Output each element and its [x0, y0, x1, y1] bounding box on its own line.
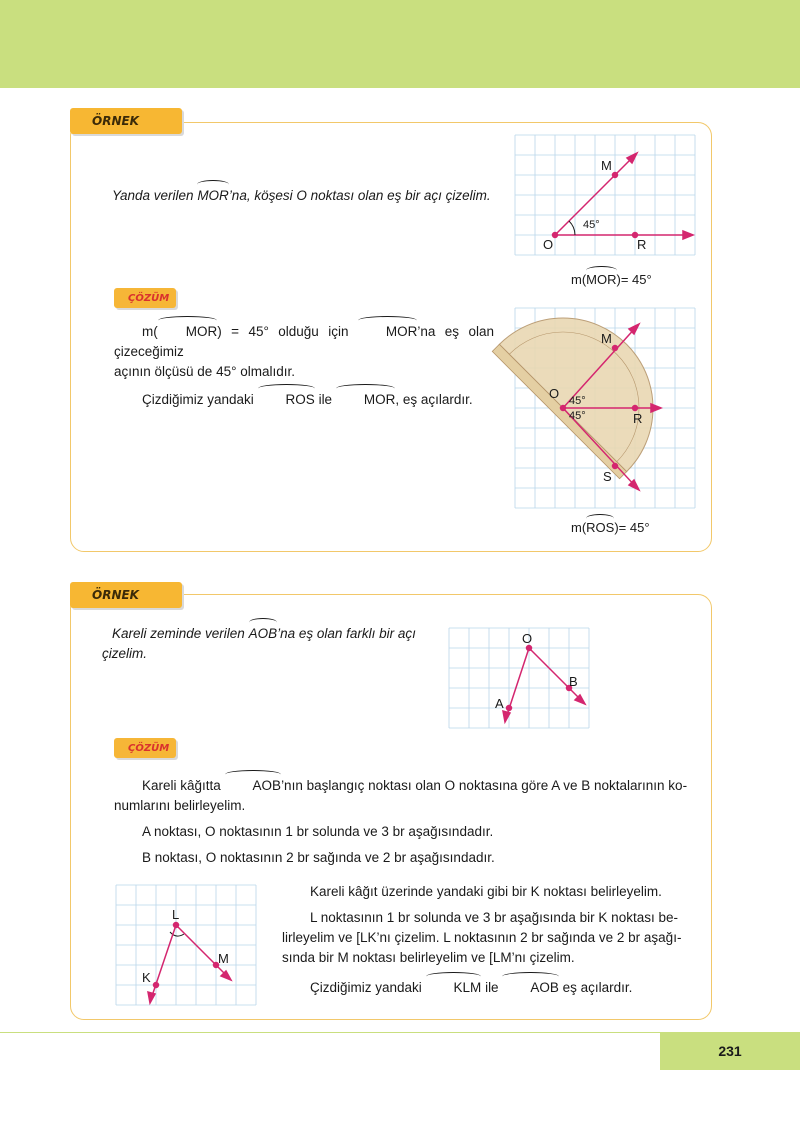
- footer-line: [0, 1032, 660, 1033]
- figure-aob: [449, 628, 589, 728]
- label-r2: R: [633, 411, 643, 426]
- example2-solution-cont: Kareli kâğıt üzerinde yandaki gibi bir K noktası belirleyelim. L noktasının 1 br solunda ve 3 br aşağısında bir K noktası be- lirleyelim ve [LK’nı çizelim. L noktasının 2 br sağında ve 2 br aşağı- sında bir M noktası belirleyelim ve [LM’nı çizelim. Çizdiğimiz yandaki KLM ile AOB eş açılardır.: [282, 882, 696, 998]
- label-s2: S: [603, 469, 612, 484]
- grid-lines: [515, 135, 695, 255]
- example2-solution: Kareli kâğıtta AOB’nın başlangıç noktası olan O noktasına göre A ve B noktalarının ko- numlarını belirleyelim. A noktası, O noktasının 1 br solunda ve 3 br aşağısındadır. B noktası, O noktasının 2 br sağında ve 2 br aşağısındadır.: [114, 778, 688, 865]
- example1-solution: m( MOR) = 45° olduğu için MOR’na eş olan çizeceğimiz açının ölçüsü de 45° olmalıdır. Çizdiğimiz yandaki ROS ile MOR, eş açılardır.: [114, 322, 494, 410]
- angle-45: 45°: [583, 219, 600, 231]
- label-a: A: [495, 696, 504, 711]
- page-number: 231: [660, 1032, 800, 1070]
- label-o2: O: [549, 386, 560, 401]
- divider-1: [190, 122, 670, 123]
- example2-prompt: Kareli zeminde verilen AOB’na eş olan farklı bir açı çizelim.: [102, 626, 416, 661]
- caption-ros: m(ROS)= 45°: [571, 520, 650, 535]
- angle-mor: MOR: [197, 186, 229, 206]
- label-m2: M: [601, 331, 612, 346]
- label-k: K: [142, 970, 151, 985]
- label-r: R: [637, 237, 647, 252]
- label-m3: M: [218, 951, 229, 966]
- label-b: B: [569, 674, 578, 689]
- protractor: [492, 281, 690, 479]
- label-m: M: [601, 158, 612, 173]
- solution-tag-1: ÇÖZÜM: [114, 288, 176, 308]
- figure-ros: [515, 308, 695, 508]
- example-tag-2: ÖRNEK: [70, 582, 182, 608]
- top-band: [0, 0, 800, 88]
- label-l: L: [172, 907, 180, 922]
- figure-mor: [515, 135, 695, 255]
- angle-45-a: 45°: [569, 395, 586, 407]
- label-o3: O: [522, 631, 533, 646]
- label-o: O: [543, 237, 554, 252]
- divider-2: [190, 594, 670, 595]
- caption-mor: m(MOR)= 45°: [571, 272, 652, 287]
- solution-tag-2: ÇÖZÜM: [114, 738, 176, 758]
- example-tag-1: ÖRNEK: [70, 108, 182, 134]
- angle-45-b: 45°: [569, 410, 586, 422]
- example1-prompt: Yanda verilen MOR’na, köşesi O noktası olan eş bir açı çizelim.: [112, 186, 491, 206]
- figure-klm: [116, 885, 256, 1005]
